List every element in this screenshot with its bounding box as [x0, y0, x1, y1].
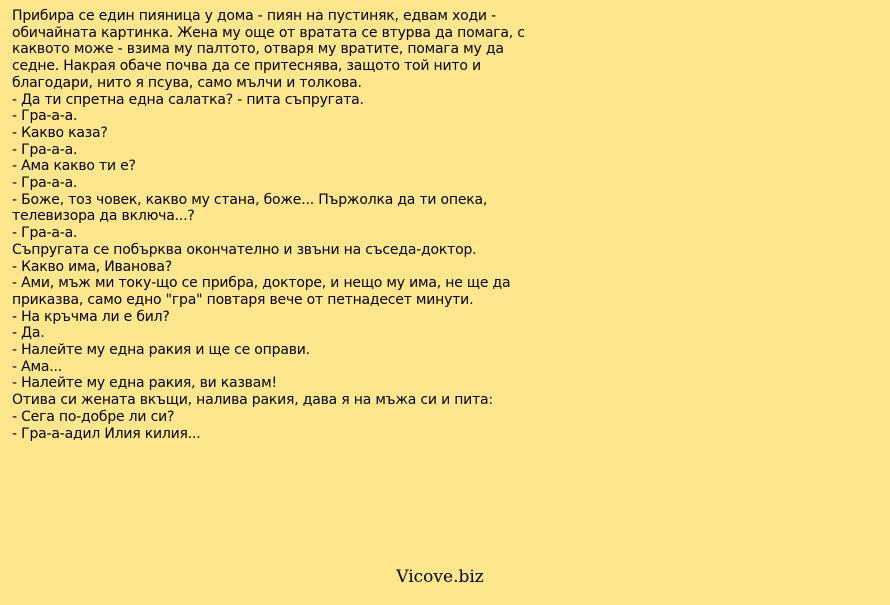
story-line: Прибира се един пияница у дома - пиян на пустиняк, едвам ходи - [12, 8, 496, 24]
story-line: телевизора да включа...? [12, 208, 195, 225]
story-line: - Гра-а-а. [12, 225, 78, 242]
story-line: обичайната картинка. Жена му още от вратата се втурва да помага, с [12, 24, 525, 41]
story-line: - Гра-а-адил Илия килия... [12, 425, 201, 442]
story-line: - Ами, мъж ми току-що се прибра, докторе, и нещо му има, не ще да [12, 275, 511, 292]
story-line: каквото може - взима му палтото, отваря му вратите, помага му да [12, 41, 504, 58]
site-watermark: Vicove.biz [396, 567, 484, 587]
story-line: - Да. [12, 325, 45, 342]
story-line: - Ама какво ти е? [12, 158, 136, 175]
story-line: Отива си жената вкъщи, налива ракия, дава я на мъжа си и пита: [12, 392, 493, 409]
story-line: приказва, само едно "гра" повтаря вече от петнадесет минути. [12, 291, 474, 308]
story-line: - Какво каза? [12, 124, 108, 141]
story-line: благодари, нито я псува, само мълчи и толкова. [12, 74, 362, 91]
story-line: - Гра-а-а. [12, 175, 78, 192]
story-line: - Гра-а-а. [12, 141, 78, 158]
story-line: - Гра-а-а. [12, 108, 78, 125]
story-line: Съпругата се побърква окончателно и звъни на съседа-доктор. [12, 241, 477, 258]
story-line: - Да ти спретна една салатка? - пита съпругата. [12, 91, 364, 108]
story-line: - Налейте му една ракия, ви казвам! [12, 375, 277, 392]
joke-text [12, 8, 572, 442]
story-line: - Боже, тоз човек, какво му стана, боже... Пържолка да ти опека, [12, 191, 488, 208]
story-line: - Ама... [12, 358, 62, 375]
story-line: - Какво има, Иванова? [12, 258, 172, 275]
story-line: - Сега по-добре ли си? [12, 408, 175, 425]
story-line: - На кръчма ли е бил? [12, 308, 170, 325]
story-line: - Налейте му една ракия и ще се оправи. [12, 342, 310, 359]
story-line: седне. Накрая обаче почва да се притеснява, защото той нито и [12, 58, 481, 75]
